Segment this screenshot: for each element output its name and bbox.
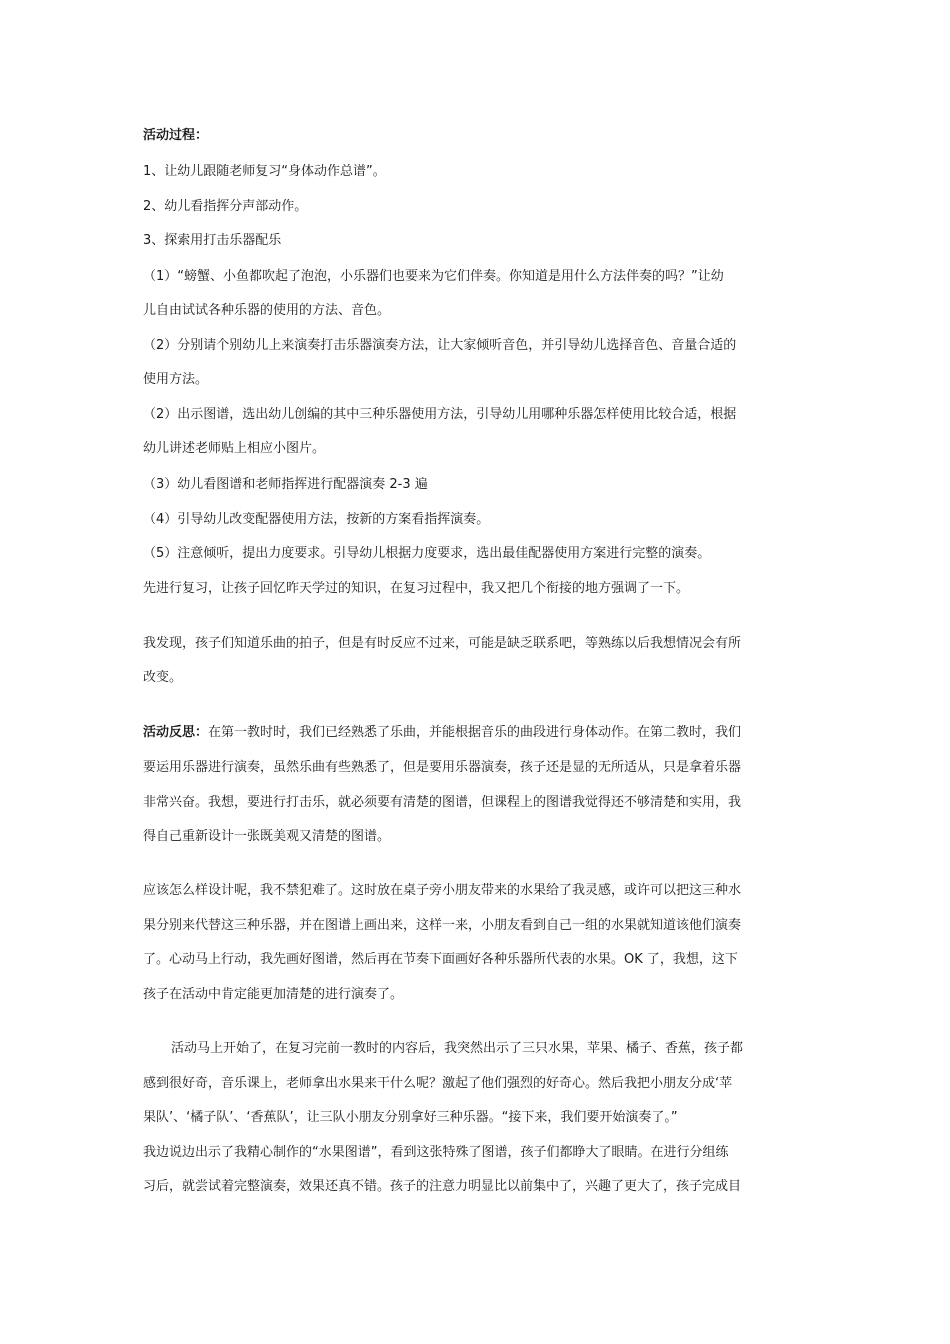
sub-step-line: （1）“螃蟹、小鱼都吹起了泡泡，小乐器们也要来为它们伴奏。你知道是用什么方法伴奏的吗？”让幼 xyxy=(143,269,724,284)
reflection-text: 在第一教时时，我们已经熟悉了乐曲，并能根据音乐的曲段进行身体动作。在第二教时，我们 xyxy=(208,725,742,740)
reflection-line: 要运用乐器进行演奏，虽然乐曲有些熟悉了，但是要用乐器演奏，孩子还是显的无所适从，只是拿着乐器 xyxy=(143,760,742,775)
step-3: 3、探索用打击乐器配乐 xyxy=(143,233,282,248)
step-1: 1、让幼儿跟随老师复习“身体动作总谱”。 xyxy=(143,164,386,179)
activity-paragraph-line: 感到很好奇，音乐课上，老师拿出水果来干什么呢？激起了他们强烈的好奇心。然后我把小朋友分成‘苹 xyxy=(143,1076,733,1091)
activity-paragraph-line: 我边说边出示了我精心制作的“水果图谱”，看到这张特殊了图谱，孩子们都睁大了眼睛。在进行分组练 xyxy=(143,1145,729,1160)
sub-step-line: 儿自由试试各种乐器的使用的方法、音色。 xyxy=(143,303,391,318)
design-paragraph-line: 了。心动马上行动，我先画好图谱，然后再在节奏下面画好各种乐器所代表的水果。OK 了，我想，这下 xyxy=(143,952,738,967)
finding-paragraph-line: 我发现，孩子们知道乐曲的拍子，但是有时反应不过来，可能是缺乏联系吧，等熟练以后我想情况会有所 xyxy=(143,636,742,651)
sub-step-line: （5）注意倾听，提出力度要求。引导幼儿根据力度要求，选出最佳配器使用方案进行完整的演奏。 xyxy=(143,546,711,561)
activity-paragraph-line: 活动马上开始了，在复习完前一教时的内容后，我突然出示了三只水果，苹果、橘子、香蕉，孩子都 xyxy=(171,1041,744,1056)
sub-step-line: （2）分别请个别幼儿上来演奏打击乐器演奏方法，让大家倾听音色，并引导幼儿选择音色、音量合适的 xyxy=(143,338,737,353)
design-paragraph-line: 果分别来代替这三种乐器，并在图谱上画出来，这样一来，小朋友看到自己一组的水果就知道该他们演奏 xyxy=(143,918,742,933)
activity-paragraph-line: 果队’、‘橘子队’、‘香蕉队’，让三队小朋友分别拿好三种乐器。“接下来，我们要开始演奏了。” xyxy=(143,1110,678,1125)
step-2: 2、幼儿看指挥分声部动作。 xyxy=(143,199,308,214)
sub-step-line: （4）引导幼儿改变配器使用方法，按新的方案看指挥演奏。 xyxy=(143,512,490,527)
reflection-line: 得自己重新设计一张既美观又清楚的图谱。 xyxy=(143,829,391,844)
activity-paragraph-line: 习后，就尝试着完整演奏，效果还真不错。孩子的注意力明显比以前集中了，兴趣了更大了，孩子完成目 xyxy=(143,1179,742,1194)
sub-step-line: 使用方法。 xyxy=(143,372,209,387)
reflection-line: 非常兴奋。我想，要进行打击乐，就必须要有清楚的图谱，但课程上的图谱我觉得还不够清楚和实用，我 xyxy=(143,795,742,810)
finding-paragraph-line: 改变。 xyxy=(143,670,183,685)
sub-step-line: （3）幼儿看图谱和老师指挥进行配器演奏 2-3 遍 xyxy=(143,477,428,492)
review-paragraph: 先进行复习，让孩子回忆昨天学过的知识，在复习过程中，我又把几个衔接的地方强调了一下。 xyxy=(143,581,690,596)
sub-step-line: 幼儿讲述老师贴上相应小图片。 xyxy=(143,441,326,456)
sub-step-line: （2）出示图谱，选出幼儿创编的其中三种乐器使用方法，引导幼儿用哪种乐器怎样使用比较合适，根据 xyxy=(143,407,737,422)
process-heading: 活动过程： xyxy=(143,128,209,143)
reflection-heading: 活动反思： xyxy=(143,725,209,740)
reflection-first-line xyxy=(143,724,808,742)
design-paragraph-line: 孩子在活动中肯定能更加清楚的进行演奏了。 xyxy=(143,987,404,1002)
design-paragraph-line: 应该怎么样设计呢，我不禁犯难了。这时放在桌子旁小朋友带来的水果给了我灵感，或许可以把这三种水 xyxy=(143,883,742,898)
